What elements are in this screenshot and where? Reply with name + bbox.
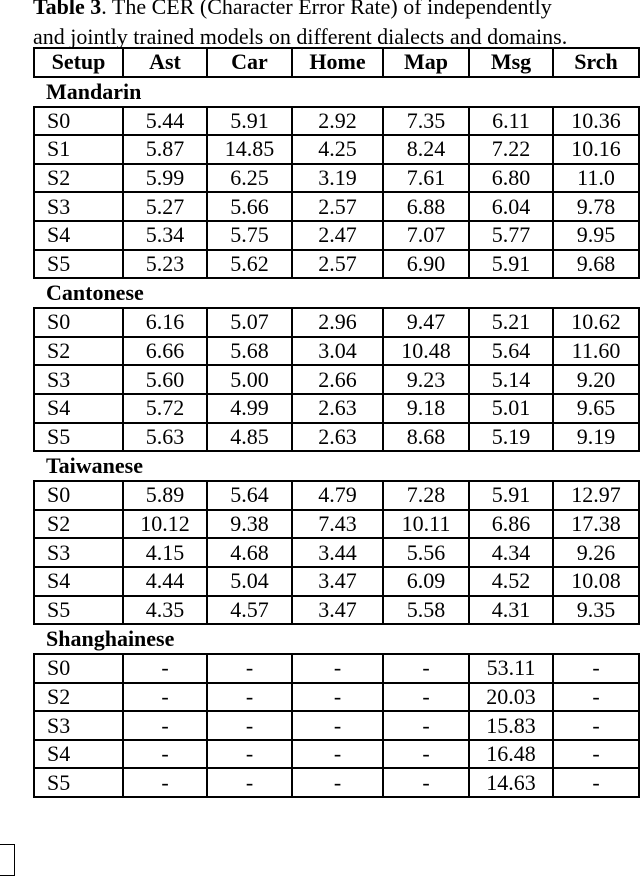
cer-cell-map: 10.11: [383, 510, 469, 539]
cer-cell-map: 7.35: [383, 107, 469, 136]
setup-cell: S0: [34, 308, 123, 337]
cer-cell-msg: 4.34: [469, 538, 553, 567]
section-header-row: [34, 77, 639, 107]
cer-cell-map: 7.07: [383, 221, 469, 250]
table-row: [34, 365, 639, 394]
col-header-ast: Ast: [123, 48, 207, 77]
cer-cell-srch: 10.62: [553, 308, 639, 337]
cer-cell-msg: 5.14: [469, 365, 553, 394]
caption-line-2: and jointly trained models on different dialects and domains.: [33, 24, 568, 49]
setup-cell: S0: [34, 481, 123, 510]
cer-cell-home: 3.19: [292, 164, 383, 193]
cer-cell-home: 2.66: [292, 365, 383, 394]
setup-cell: S3: [34, 711, 123, 740]
cer-cell-car: 5.00: [207, 365, 292, 394]
cer-cell-map: 8.24: [383, 135, 469, 164]
cer-cell-ast: 5.34: [123, 221, 207, 250]
cer-cell-msg: 5.64: [469, 337, 553, 366]
cer-cell-home: 2.92: [292, 107, 383, 136]
cer-cell-msg: 53.11: [469, 654, 553, 683]
cer-cell-map: -: [383, 768, 469, 797]
cer-cell-ast: 5.99: [123, 164, 207, 193]
cer-cell-msg: 5.21: [469, 308, 553, 337]
cer-cell-ast: 5.89: [123, 481, 207, 510]
cer-cell-srch: 12.97: [553, 481, 639, 510]
cer-cell-srch: -: [553, 654, 639, 683]
cer-cell-msg: 5.19: [469, 423, 553, 452]
cer-cell-map: -: [383, 654, 469, 683]
table-row: [34, 308, 639, 337]
col-header-setup: Setup: [34, 48, 123, 77]
col-header-srch: Srch: [553, 48, 639, 77]
table-row: [34, 164, 639, 193]
caption-label: Table 3: [33, 0, 102, 19]
cer-cell-home: 7.43: [292, 510, 383, 539]
cer-cell-car: 5.68: [207, 337, 292, 366]
table-row: [34, 250, 639, 279]
table-row: [34, 768, 639, 797]
cer-cell-msg: 20.03: [469, 683, 553, 712]
cer-cell-msg: 5.77: [469, 221, 553, 250]
cer-cell-ast: 5.27: [123, 192, 207, 221]
cer-cell-srch: 9.78: [553, 192, 639, 221]
cer-cell-map: 9.18: [383, 394, 469, 423]
col-header-map: Map: [383, 48, 469, 77]
cer-cell-msg: 4.52: [469, 567, 553, 596]
cer-cell-srch: 11.0: [553, 164, 639, 193]
cer-cell-msg: 5.01: [469, 394, 553, 423]
setup-cell: S4: [34, 394, 123, 423]
section-title: Taiwanese: [34, 451, 639, 481]
table-row: [34, 510, 639, 539]
cer-cell-home: 4.79: [292, 481, 383, 510]
table-row: [34, 481, 639, 510]
cer-cell-ast: 4.44: [123, 567, 207, 596]
cer-cell-srch: -: [553, 740, 639, 769]
table-caption: [33, 0, 640, 52]
cer-cell-home: 2.57: [292, 192, 383, 221]
cer-cell-msg: 6.80: [469, 164, 553, 193]
cer-cell-home: 3.47: [292, 596, 383, 625]
cer-cell-srch: 9.65: [553, 394, 639, 423]
section-header-row: [34, 278, 639, 308]
cer-cell-car: -: [207, 711, 292, 740]
cer-cell-srch: -: [553, 683, 639, 712]
cer-cell-car: -: [207, 740, 292, 769]
cer-cell-car: 9.38: [207, 510, 292, 539]
cer-cell-home: 2.57: [292, 250, 383, 279]
cer-cell-home: -: [292, 683, 383, 712]
table-row: [34, 567, 639, 596]
header-row: [34, 48, 639, 77]
setup-cell: S5: [34, 596, 123, 625]
cer-cell-msg: 6.04: [469, 192, 553, 221]
setup-cell: S0: [34, 107, 123, 136]
cer-cell-map: -: [383, 711, 469, 740]
table-row: [34, 107, 639, 136]
cer-cell-msg: 14.63: [469, 768, 553, 797]
table-row: [34, 740, 639, 769]
cer-cell-car: 14.85: [207, 135, 292, 164]
cer-cell-map: 8.68: [383, 423, 469, 452]
section-header-row: [34, 451, 639, 481]
cer-cell-srch: 11.60: [553, 337, 639, 366]
section-header-row: [34, 624, 639, 654]
cer-cell-home: -: [292, 711, 383, 740]
cer-cell-ast: 6.16: [123, 308, 207, 337]
cer-cell-msg: 4.31: [469, 596, 553, 625]
table-row: [34, 596, 639, 625]
cer-cell-home: 2.96: [292, 308, 383, 337]
setup-cell: S2: [34, 683, 123, 712]
cer-cell-msg: 15.83: [469, 711, 553, 740]
cer-cell-home: 2.63: [292, 394, 383, 423]
cer-cell-map: 6.09: [383, 567, 469, 596]
section-title: Cantonese: [34, 278, 639, 308]
col-header-msg: Msg: [469, 48, 553, 77]
cer-cell-home: -: [292, 740, 383, 769]
cer-cell-ast: -: [123, 768, 207, 797]
setup-cell: S4: [34, 567, 123, 596]
setup-cell: S2: [34, 510, 123, 539]
cer-cell-home: 3.04: [292, 337, 383, 366]
table-row: [34, 135, 639, 164]
cer-cell-ast: -: [123, 711, 207, 740]
cer-cell-ast: -: [123, 683, 207, 712]
cer-cell-home: 3.47: [292, 567, 383, 596]
cer-cell-msg: 6.86: [469, 510, 553, 539]
setup-cell: S3: [34, 192, 123, 221]
cer-cell-car: 5.66: [207, 192, 292, 221]
cer-cell-ast: 6.66: [123, 337, 207, 366]
cer-cell-srch: 9.68: [553, 250, 639, 279]
cer-cell-ast: -: [123, 740, 207, 769]
table-row: [34, 538, 639, 567]
cer-cell-home: 4.25: [292, 135, 383, 164]
cer-cell-srch: 9.19: [553, 423, 639, 452]
cer-cell-srch: 9.20: [553, 365, 639, 394]
cer-cell-map: 9.23: [383, 365, 469, 394]
cer-cell-srch: 9.35: [553, 596, 639, 625]
cer-cell-ast: 5.87: [123, 135, 207, 164]
cer-cell-home: 2.63: [292, 423, 383, 452]
cer-cell-home: 3.44: [292, 538, 383, 567]
setup-cell: S5: [34, 423, 123, 452]
cer-cell-map: 6.88: [383, 192, 469, 221]
cer-cell-map: 7.28: [383, 481, 469, 510]
setup-cell: S0: [34, 654, 123, 683]
cer-cell-srch: 10.36: [553, 107, 639, 136]
cer-cell-map: 9.47: [383, 308, 469, 337]
cer-cell-srch: -: [553, 711, 639, 740]
section-title: Shanghainese: [34, 624, 639, 654]
setup-cell: S5: [34, 768, 123, 797]
setup-cell: S1: [34, 135, 123, 164]
table-row: [34, 221, 639, 250]
table-row: [34, 394, 639, 423]
cer-cell-ast: 5.44: [123, 107, 207, 136]
table-row: [34, 683, 639, 712]
cer-cell-srch: 9.26: [553, 538, 639, 567]
cer-cell-car: 6.25: [207, 164, 292, 193]
cer-cell-srch: 10.16: [553, 135, 639, 164]
cer-cell-srch: -: [553, 768, 639, 797]
cer-cell-car: 4.99: [207, 394, 292, 423]
cer-table: [33, 47, 640, 798]
setup-cell: S2: [34, 164, 123, 193]
cer-cell-map: 6.90: [383, 250, 469, 279]
cer-cell-map: 10.48: [383, 337, 469, 366]
table-row: [34, 654, 639, 683]
cer-cell-home: -: [292, 768, 383, 797]
cer-cell-car: 5.75: [207, 221, 292, 250]
cer-cell-car: -: [207, 768, 292, 797]
cer-cell-ast: -: [123, 654, 207, 683]
cer-cell-msg: 16.48: [469, 740, 553, 769]
table-row: [34, 423, 639, 452]
setup-cell: S3: [34, 538, 123, 567]
cer-cell-map: -: [383, 683, 469, 712]
cer-cell-car: 5.62: [207, 250, 292, 279]
col-header-home: Home: [292, 48, 383, 77]
cer-cell-srch: 9.95: [553, 221, 639, 250]
cer-cell-car: 5.07: [207, 308, 292, 337]
cer-cell-msg: 5.91: [469, 481, 553, 510]
table-row: [34, 192, 639, 221]
cer-cell-car: 4.57: [207, 596, 292, 625]
setup-cell: S4: [34, 221, 123, 250]
section-title: Mandarin: [34, 77, 639, 107]
cer-cell-srch: 17.38: [553, 510, 639, 539]
caption-line-1: . The CER (Character Error Rate) of independently: [101, 0, 552, 19]
cer-cell-car: -: [207, 654, 292, 683]
cer-cell-home: -: [292, 654, 383, 683]
setup-cell: S3: [34, 365, 123, 394]
cer-cell-msg: 7.22: [469, 135, 553, 164]
cer-cell-ast: 5.60: [123, 365, 207, 394]
cer-cell-ast: 5.72: [123, 394, 207, 423]
cer-cell-srch: 10.08: [553, 567, 639, 596]
cer-cell-ast: 4.35: [123, 596, 207, 625]
cer-cell-map: 7.61: [383, 164, 469, 193]
cer-cell-car: -: [207, 683, 292, 712]
cer-cell-home: 2.47: [292, 221, 383, 250]
cer-cell-msg: 6.11: [469, 107, 553, 136]
cer-cell-map: 5.56: [383, 538, 469, 567]
setup-cell: S4: [34, 740, 123, 769]
page-edge-box: [0, 844, 15, 876]
table-body: [34, 77, 639, 797]
cer-cell-ast: 5.63: [123, 423, 207, 452]
table-row: [34, 711, 639, 740]
cer-cell-msg: 5.91: [469, 250, 553, 279]
cer-cell-car: 4.68: [207, 538, 292, 567]
cer-cell-car: 5.64: [207, 481, 292, 510]
cer-cell-map: -: [383, 740, 469, 769]
setup-cell: S5: [34, 250, 123, 279]
cer-cell-ast: 10.12: [123, 510, 207, 539]
cer-cell-ast: 5.23: [123, 250, 207, 279]
cer-cell-car: 4.85: [207, 423, 292, 452]
col-header-car: Car: [207, 48, 292, 77]
setup-cell: S2: [34, 337, 123, 366]
cer-cell-car: 5.91: [207, 107, 292, 136]
cer-cell-ast: 4.15: [123, 538, 207, 567]
table-row: [34, 337, 639, 366]
cer-cell-map: 5.58: [383, 596, 469, 625]
cer-cell-car: 5.04: [207, 567, 292, 596]
